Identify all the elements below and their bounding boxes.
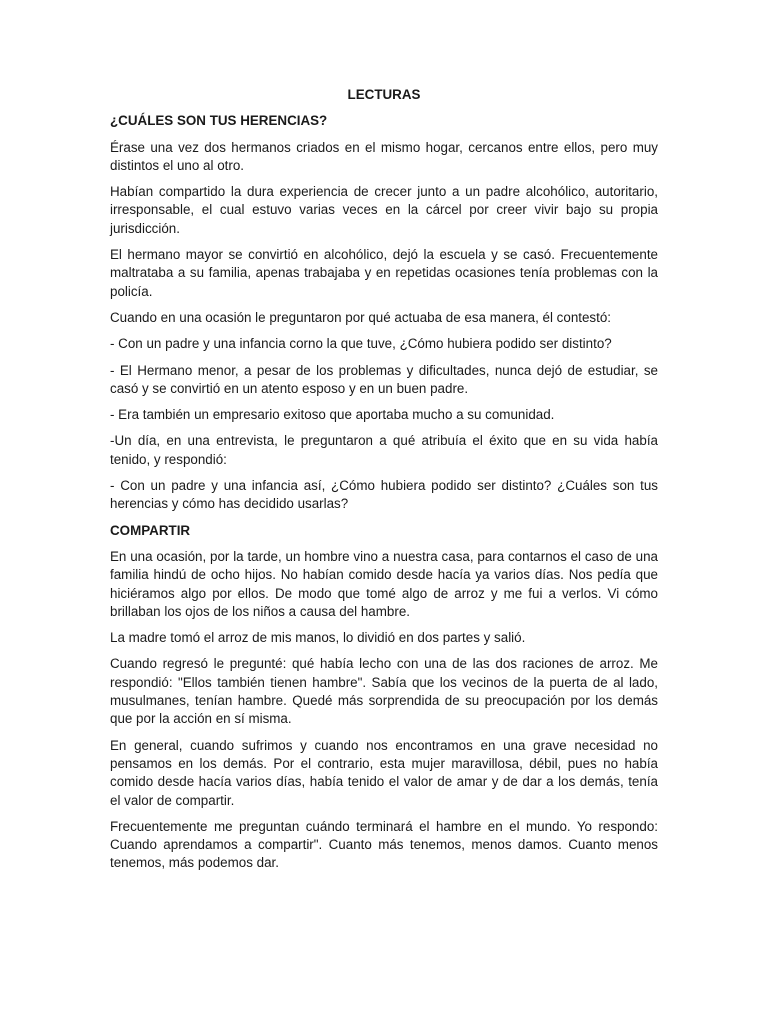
paragraph: La madre tomó el arroz de mis manos, lo dividió en dos partes y salió.: [110, 630, 526, 646]
paragraph: - Era también un empresario exitoso que aportaba mucho a su comunidad.: [110, 407, 555, 423]
document-title: LECTURAS: [347, 87, 421, 102]
document-page: [110, 86, 658, 881]
paragraph: En una ocasión, por la tarde, un hombre vino a nuestra casa, para contarnos el caso de una familia hindú de ocho hijos. No habían comido desde hacía ya varios días. Nos pedía que hiciéramos algo por ellos. De modo que tomé algo de arroz y me fui a verlos. Vi cómo brillaban los ojos de los niños a causa del hambre.: [110, 548, 658, 619]
paragraph: - El Hermano menor, a pesar de los problemas y dificultades, nunca dejó de estudiar, se casó y se convirtió en un atento esposo y en un buen padre.: [110, 362, 658, 396]
paragraph: Habían compartido la dura experiencia de crecer junto a un padre alcohólico, autoritario, irresponsable, el cual estuvo varias veces en la cárcel por creer vivir bajo su propia jurisdicción.: [110, 184, 658, 236]
paragraph: Érase una vez dos hermanos criados en el mismo hogar, cercanos entre ellos, pero muy distintos el uno al otro.: [110, 139, 658, 173]
section-heading-compartir: COMPARTIR: [110, 522, 191, 538]
section-heading-herencias: ¿CUÁLES SON TUS HERENCIAS?: [110, 113, 328, 129]
paragraph: - Con un padre y una infancia así, ¿Cómo hubiera podido ser distinto? ¿Cuáles son tus herencias y cómo has decidido usarlas?: [110, 478, 658, 512]
paragraph: -Un día, en una entrevista, le preguntaron a qué atribuía el éxito que en su vida había tenido, y respondió:: [110, 433, 658, 467]
paragraph: Cuando regresó le pregunté: qué había lecho con una de las dos raciones de arroz. Me respondió: "Ellos también tienen hambre". Sabía que los vecinos de la puerta de al lado, musulmanes, tenían hambre. Quedé más sorprendida de su preocupación por los demás que por la acción en sí misma.: [110, 656, 658, 727]
paragraph: Cuando en una ocasión le preguntaron por qué actuaba de esa manera, él contestó:: [110, 309, 612, 325]
paragraph: - Con un padre y una infancia corno la que tuve, ¿Cómo hubiera podido ser distinto?: [110, 336, 612, 352]
paragraph: En general, cuando sufrimos y cuando nos encontramos en una grave necesidad no pensamos en los demás. Por el contrario, esta mujer maravillosa, débil, pues no había comido desde hacía varios días, había tenido el valor de amar y de dar a los demás, tenía el valor de compartir.: [110, 737, 658, 808]
paragraph: El hermano mayor se convirtió en alcohólico, dejó la escuela y se casó. Frecuentemente maltrataba a su familia, apenas trabajaba y en repetidas ocasiones tenía problemas con la policía.: [110, 247, 658, 299]
paragraph: Frecuentemente me preguntan cuándo terminará el hambre en el mundo. Yo respondo: Cuando aprendamos a compartir". Cuanto más tenemos, menos damos. Cuanto menos tenemos, más podemos dar.: [110, 818, 658, 871]
